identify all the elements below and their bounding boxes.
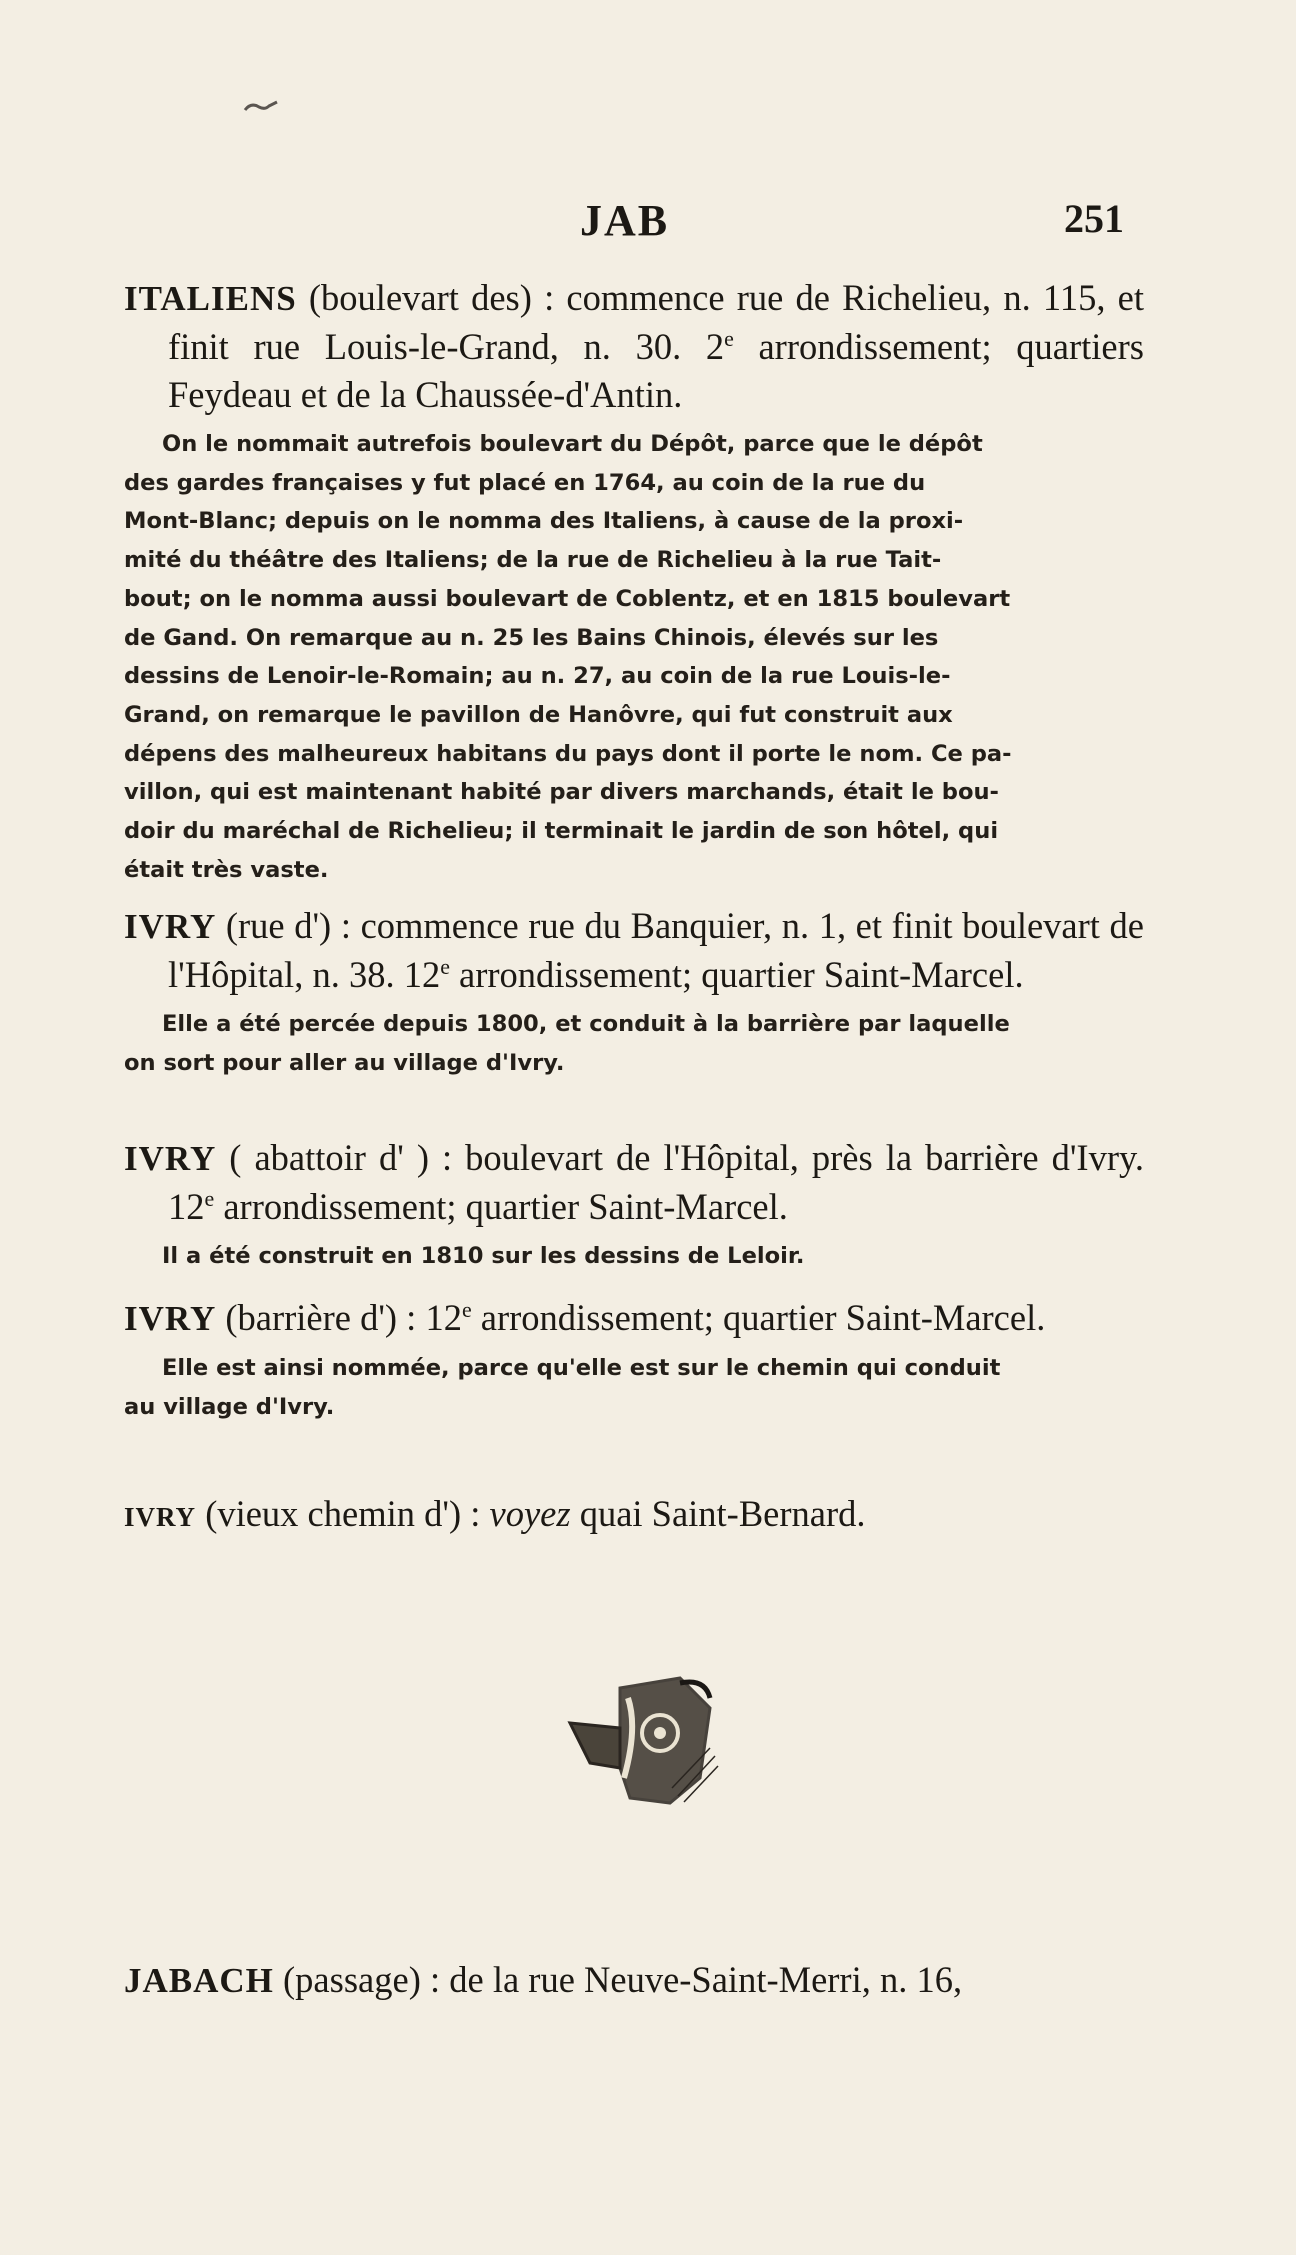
headword: JABACH — [124, 1961, 274, 2000]
note-line: On le nommait autrefois boulevart du Dépôt, parce que le dépôt — [162, 431, 983, 457]
page-number: 251 — [1064, 196, 1124, 241]
entry-note — [124, 425, 1144, 889]
entry-main-text — [124, 1490, 1144, 1541]
headword: IVRY — [124, 907, 217, 946]
entry-text: (boulevart des) : commence rue de Richelieu, n. 115, et finit rue Louis-le-Grand, n. 30. 2 — [168, 277, 1144, 367]
note-line: doir du maréchal de Richelieu; il terminait le jardin de son hôtel, qui — [124, 818, 999, 845]
superscript: e — [724, 325, 734, 351]
entry-main-text — [124, 902, 1144, 999]
note-line: Elle est ainsi nommée, parce qu'elle est sur le chemin qui conduit — [162, 1355, 1001, 1381]
headword: IVRY — [124, 1299, 217, 1338]
jug-vignette-icon — [560, 1668, 730, 1818]
entry-note — [124, 1349, 1144, 1426]
entry-italiens — [124, 274, 1144, 889]
entry-text: (vieux chemin d') : — [196, 1493, 490, 1534]
entry-jabach — [124, 1956, 1144, 2005]
note-line: Grand, on remarque le pavillon de Hanôvre, qui fut construit aux — [124, 701, 953, 728]
entry-text-after: arrondissement; quartier Saint-Marcel. — [449, 954, 1024, 995]
entry-text-after: quai Saint-Bernard. — [570, 1493, 866, 1534]
headword: IVRY — [124, 1502, 197, 1532]
superscript: e — [204, 1185, 215, 1211]
note-line: Elle a été percée depuis 1800, et conduit à la barrière par laquelle — [162, 1011, 1010, 1037]
note-line: des gardes françaises y fut placé en 1764, au coin de la rue du — [124, 469, 926, 496]
note-line: de Gand. On remarque au n. 25 les Bains Chinois, élevés sur les — [124, 624, 939, 651]
note-line: Mont-Blanc; depuis on le nomma des Italiens, à cause de la proxi- — [124, 508, 964, 535]
entry-text: ( abattoir d' ) : boulevart de l'Hôpital, près la barrière d'Ivry. 12 — [168, 1137, 1144, 1227]
note-line: au village d'Ivry. — [124, 1393, 335, 1420]
note-line: était très vaste. — [124, 856, 329, 883]
entry-text-after: arrondissement; quartier Saint-Marcel. — [214, 1186, 788, 1227]
ink-mark-icon — [243, 100, 283, 114]
entry-main-text — [124, 274, 1144, 419]
note-line: on sort pour aller au village d'Ivry. — [124, 1049, 565, 1076]
entry-text: (rue d') : commence rue du Banquier, n. 1, et finit boulevart de l'Hôpital, n. 38. 12 — [168, 905, 1144, 995]
entry-main-text — [124, 1956, 1144, 2005]
entry-text-after: arrondissement; quartier Saint-Marcel. — [471, 1297, 1046, 1338]
note-line: mité du théâtre des Italiens; de la rue de Richelieu à la rue Tait- — [124, 547, 942, 574]
entry-ivry-abattoir — [124, 1134, 1144, 1276]
entry-note — [124, 1005, 1144, 1082]
entry-italic: voyez — [489, 1493, 571, 1534]
entry-main-text — [124, 1294, 1144, 1343]
entry-ivry-chemin — [124, 1490, 1144, 1541]
superscript: e — [461, 1296, 472, 1322]
note-line: Il a été construit en 1810 sur les dessins de Leloir. — [162, 1243, 805, 1269]
entry-ivry-barriere — [124, 1294, 1144, 1426]
superscript: e — [440, 953, 450, 979]
running-header — [0, 195, 1296, 255]
entry-note — [124, 1237, 1144, 1276]
headword: IVRY — [124, 1139, 217, 1178]
entry-text: (passage) : de la rue Neuve-Saint-Merri, n. 16, — [273, 1959, 963, 2000]
header-word: JAB — [580, 196, 670, 245]
note-line: villon, qui est maintenant habité par divers marchands, était le bou- — [124, 779, 999, 806]
entry-text: (barrière d') : 12 — [216, 1297, 462, 1338]
entry-main-text — [124, 1134, 1144, 1231]
entry-ivry-rue — [124, 902, 1144, 1082]
note-line: dépens des malheureux habitans du pays dont il porte le nom. Ce pa- — [124, 740, 1012, 767]
headword: ITALIENS — [124, 279, 297, 318]
note-line: dessins de Lenoir-le-Romain; au n. 27, au coin de la rue Louis-le- — [124, 663, 951, 690]
entry-text-after: arrondissement; quartiers Feydeau et de la Chaussée-d'Antin. — [168, 326, 1144, 415]
note-line: bout; on le nomma aussi boulevart de Coblentz, et en 1815 boulevart — [124, 585, 1011, 612]
